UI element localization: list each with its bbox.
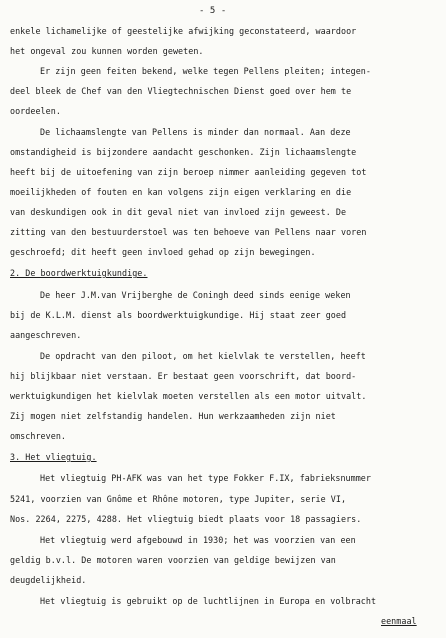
text-line: zitting van den bestuurderstoel was ten behoeve van Pellens naar voren bbox=[10, 227, 367, 237]
text-line: De opdracht van den piloot, om het kielvlak te verstellen, heeft bbox=[40, 351, 366, 361]
text-line: bij de K.L.M. dienst als boordwerktuigkundige. Hij staat zeer goed bbox=[10, 310, 347, 320]
text-line: omschreven. bbox=[10, 431, 67, 441]
text-line: moeilijkheden of fouten en kan volgens zijn eigen verklaring en die bbox=[10, 187, 352, 197]
text-line: oordeelen. bbox=[10, 106, 61, 116]
text-line: Er zijn geen feiten bekend, welke tegen Pellens pleiten; integen- bbox=[40, 66, 371, 76]
text-line: Zij mogen niet zelfstandig handelen. Hun werkzaamheden zijn niet bbox=[10, 411, 336, 421]
text-line: deel bleek de Chef van den Vliegtechnischen Dienst goed over hem te bbox=[10, 86, 352, 96]
text-line: heeft bij de uitoefening van zijn beroep nimmer aanleiding gegeven tot bbox=[10, 167, 367, 177]
text-line: enkele lichamelijke of geestelijke afwijking geconstateerd, waardoor bbox=[10, 26, 357, 36]
text-line: aangeschreven. bbox=[10, 330, 82, 340]
text-line: 5241, voorzien van Gnôme et Rhône motoren, type Jupiter, serie VI, bbox=[10, 494, 347, 504]
section-heading: 3. Het vliegtuig. bbox=[10, 452, 97, 462]
text-line: Het vliegtuig PH-AFK was van het type Fokker F.IX, fabrieksnummer bbox=[40, 473, 371, 483]
text-line: geschroefd; dit heeft geen invloed gehad op zijn bewegingen. bbox=[10, 247, 316, 257]
text-line: omstandigheid is bijzondere aandacht geschonken. Zijn lichaamslengte bbox=[10, 147, 357, 157]
text-line: Het vliegtuig is gebruikt op de luchtlijnen in Europa en volbracht bbox=[40, 596, 377, 606]
text-line: deugdelijkheid. bbox=[10, 575, 87, 585]
page-number: - 5 - bbox=[199, 6, 227, 16]
text-line: hij blijkbaar niet verstaan. Er bestaat geen voorschrift, dat boord- bbox=[10, 371, 357, 381]
catchword: eenmaal bbox=[381, 616, 417, 626]
section-heading: 2. De boordwerktuigkundige. bbox=[10, 268, 148, 278]
text-line: van deskundigen ook in dit geval niet van invloed zijn geweest. De bbox=[10, 207, 347, 217]
text-line: het ongeval zou kunnen worden geweten. bbox=[10, 46, 204, 56]
text-line: geldig b.v.l. De motoren waren voorzien van geldige bewijzen van bbox=[10, 555, 336, 565]
text-line: De heer J.M.van Vrijberghe de Coningh deed sinds eenige weken bbox=[40, 290, 351, 300]
text-line: Het vliegtuig werd afgebouwd in 1930; het was voorzien van een bbox=[40, 535, 356, 545]
text-line: werktuigkundigen het kielvlak moeten verstellen als een motor uitvalt. bbox=[10, 391, 367, 401]
text-line: De lichaamslengte van Pellens is minder dan normaal. Aan deze bbox=[40, 127, 351, 137]
text-line: Nos. 2264, 2275, 4288. Het vliegtuig biedt plaats voor 18 passagiers. bbox=[10, 514, 362, 524]
